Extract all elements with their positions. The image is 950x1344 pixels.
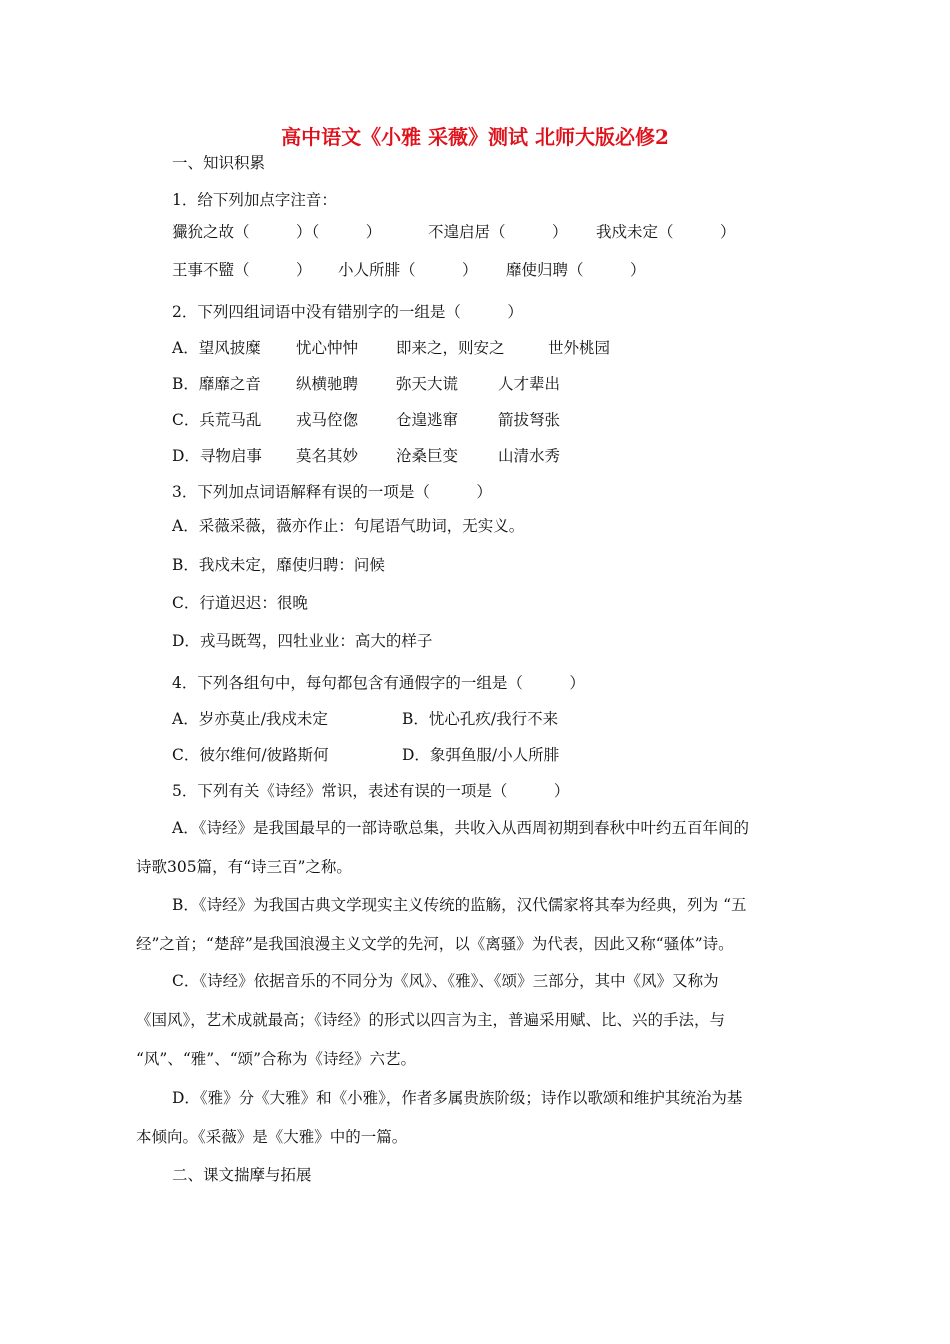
q3-option-b: B．我戍未定，靡使归聘：问候: [172, 556, 385, 574]
q3-stem: 3．下列加点词语解释有误的一项是（ ）: [172, 483, 492, 501]
page-title: 高中语文《小雅 采薇》测试 北师大版必修2: [281, 125, 669, 149]
q1-item-wangshi: 王事不盬（ ）: [172, 261, 312, 279]
q1-char-xian: 玁: [172, 223, 188, 241]
q2-option-c-4: 箭拔弩张: [498, 411, 561, 429]
q4-option-a: A．岁亦莫止/我戍未定: [172, 710, 328, 728]
q1-item-xianyun-rest: 狁之故（ ）（ ）: [187, 223, 382, 241]
q4-option-d: D．象弭鱼服/小人所腓: [402, 746, 560, 764]
q2-option-d-4: 山清水秀: [498, 447, 561, 465]
section-1-heading: 一、知识积累: [172, 154, 266, 172]
q2-option-d-1: D．寻物启事: [172, 447, 262, 465]
q5-option-d-line1: D．《雅》分《大雅》和《小雅》，作者多属贵族阶级；诗作以歌颂和维护其统治为基: [172, 1089, 743, 1107]
q5-option-c-line2: 《国风》，艺术成就最高；《诗经》的形式以四言为主，普遍采用赋、比、兴的手法，与: [136, 1011, 726, 1029]
q2-option-d-2: 莫名其妙: [296, 447, 359, 465]
section-2-heading: 二、课文揣摩与拓展: [172, 1166, 312, 1184]
q1-item-woshu: 我戍未定（ ）: [596, 223, 736, 241]
q2-option-b-2: 纵横驰聘: [296, 375, 359, 393]
q2-option-a-2: 忧心忡忡: [296, 339, 359, 357]
q1-item-mishi: 靡使归聘（ ）: [506, 261, 646, 279]
q1-item-xiaoren: 小人所腓（ ）: [338, 261, 478, 279]
q3-option-d: D．戎马既驾，四牡业业：高大的样子: [172, 632, 433, 650]
q1-stem: 1．给下列加点字注音：: [172, 191, 337, 209]
q2-option-b-3: 弥天大谎: [396, 375, 459, 393]
q3-option-c: C．行道迟迟：很晚: [172, 594, 308, 612]
q2-option-a-4: 世外桃园: [548, 339, 611, 357]
q4-option-b: B．忧心孔疚/我行不来: [402, 710, 559, 728]
q2-option-c-3: 仓遑逃窜: [396, 411, 459, 429]
q2-option-c-1: C．兵荒马乱: [172, 411, 262, 429]
q2-option-b-1: B．靡靡之音: [172, 375, 261, 393]
q3-option-a: A．采薇采薇，薇亦作止：句尾语气助词，无实义。: [172, 517, 525, 535]
q1-item-xianyun: [172, 222, 381, 242]
q2-option-c-2: 戎马倥偬: [296, 411, 359, 429]
q5-option-d-line2: 本倾向。《采薇》是《大雅》中的一篇。: [136, 1128, 408, 1146]
q2-stem: 2．下列四组词语中没有错别字的一组是（ ）: [172, 303, 523, 321]
q2-option-a-1: A．望风披糜: [172, 339, 261, 357]
q2-option-a-3: 即来之，则安之: [396, 339, 505, 357]
q4-option-c: C．彼尔维何/彼路斯何: [172, 746, 329, 764]
q5-option-c-line1: C．《诗经》依据音乐的不同分为《风》、《雅》、《颂》三部分，其中《风》又称为: [172, 972, 719, 990]
q4-stem: 4．下列各组句中，每句都包含有通假字的一组是（ ）: [172, 674, 585, 692]
q5-option-a-line1: A．《诗经》是我国最早的一部诗歌总集，共收入从西周初期到春秋中叶约五百年间的: [172, 819, 749, 837]
q5-option-b-line1: B．《诗经》为我国古典文学现实主义传统的监觞，汉代儒家将其奉为经典，列为 “五: [172, 896, 747, 914]
q2-option-b-4: 人才辈出: [498, 375, 561, 393]
q5-option-c-line3: “风”、“雅”、“颂”合称为《诗经》六艺。: [136, 1050, 417, 1068]
q2-option-d-3: 沧桑巨变: [396, 447, 459, 465]
q1-item-buhuang: 不遑启居（ ）: [428, 223, 568, 241]
q5-stem: 5．下列有关《诗经》常识，表述有误的一项是（ ）: [172, 782, 570, 800]
q5-option-a-line2: 诗歌305篇，有“诗三百”之称。: [136, 858, 352, 876]
q5-option-b-line2: 经”之首；“楚辞”是我国浪漫主义文学的先河，以《离骚》为代表，因此又称“骚体”诗。: [136, 935, 734, 953]
